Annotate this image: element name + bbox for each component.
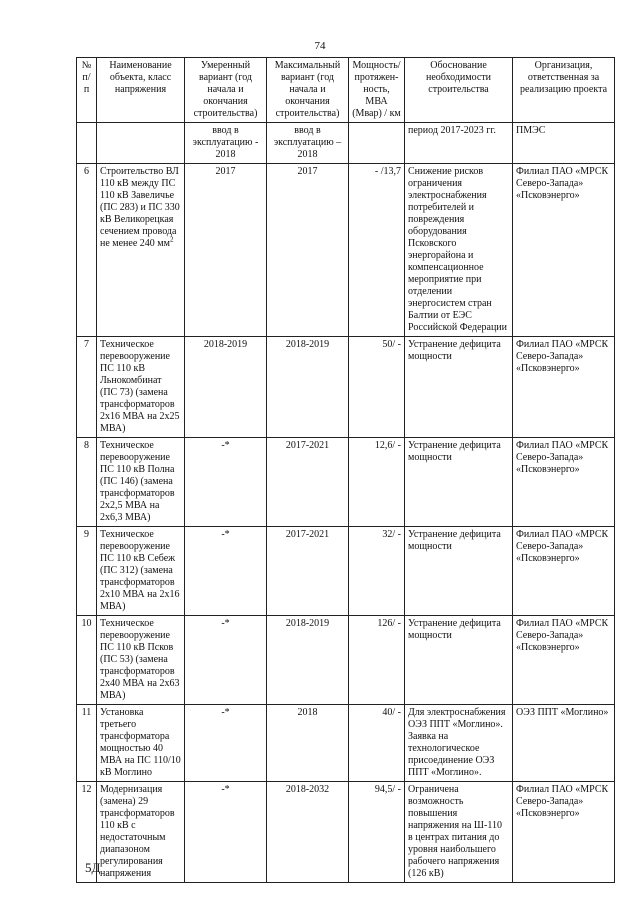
cell-name: [97, 616, 185, 705]
cell-justification: Устранение дефицита мощности: [405, 438, 513, 527]
cell-num: 6: [77, 164, 97, 337]
cell-moderate: 2017: [185, 164, 267, 337]
object-name-text: Модернизация (замена) 29 трансформаторов 110 кВ с недостаточным диапазоном регулирования напряжения: [100, 784, 175, 879]
cell-capacity: [349, 123, 405, 164]
cell-capacity: 50/ -: [349, 337, 405, 438]
cell-justification: Устранение дефицита мощности: [405, 527, 513, 616]
cell-maximal: ввод в эксплуатацию – 2018: [267, 123, 349, 164]
cell-name: [97, 782, 185, 883]
cell-moderate: -*: [185, 705, 267, 782]
cell-num: 7: [77, 337, 97, 438]
cell-org: ПМЭС: [513, 123, 615, 164]
cell-justification: Устранение дефицита мощности: [405, 337, 513, 438]
cell-capacity: 126/ -: [349, 616, 405, 705]
cell-name: [97, 527, 185, 616]
header-maximal: Максимальный вариант (год начала и окончания строительства): [267, 58, 349, 123]
footer-mark: 5Д: [85, 860, 101, 875]
table-row: [77, 164, 615, 337]
header-moderate: Умеренный вариант (год начала и окончания строительства): [185, 58, 267, 123]
cell-org: Филиал ПАО «МРСК Северо-Запада» «Псковэнерго»: [513, 164, 615, 337]
object-name-text: Строительство ВЛ 110 кВ между ПС 110 кВ Завеличье (ПС 283) и ПС 330 кВ Великорецкая сечением провода не менее 240 мм: [100, 166, 180, 249]
header-justification: Обоснование необходимости строительства: [405, 58, 513, 123]
header-num: № п/п: [77, 58, 97, 123]
cell-name: [97, 705, 185, 782]
object-name-text: Установка третьего трансформатора мощностью 40 МВА на ПС 110/10 кВ Моглино: [100, 707, 181, 778]
table-row: [77, 616, 615, 705]
cell-justification: Снижение рисков ограничения электроснабжения потребителей и повреждения оборудования Псковского энергорайона и компенсационное мероприятие при отделении энергосистем стран Балтии от ЕЭС Российской Федерации: [405, 164, 513, 337]
cell-num: 12: [77, 782, 97, 883]
cell-org: Филиал ПАО «МРСК Северо-Запада» «Псковэнерго»: [513, 438, 615, 527]
cell-num: 8: [77, 438, 97, 527]
cell-capacity: 40/ -: [349, 705, 405, 782]
cell-org: Филиал ПАО «МРСК Северо-Запада» «Псковэнерго»: [513, 337, 615, 438]
cell-justification: период 2017-2023 гг.: [405, 123, 513, 164]
cell-maximal: 2018-2019: [267, 616, 349, 705]
cell-num: 10: [77, 616, 97, 705]
cell-justification: Для электроснабжения ОЭЗ ППТ «Моглино». Заявка на технологическое присоединение ОЭЗ ППТ «Моглино».: [405, 705, 513, 782]
cell-justification: Ограничена возможность повышения напряжения на Ш-110 в центрах питания до уровня наибольшего рабочего напряжения (126 кВ): [405, 782, 513, 883]
cell-name: [97, 337, 185, 438]
cell-org: Филиал ПАО «МРСК Северо-Запада» «Псковэнерго»: [513, 527, 615, 616]
cell-num: 11: [77, 705, 97, 782]
table-row: [77, 782, 615, 883]
table-header-row: [77, 58, 615, 123]
cell-org: Филиал ПАО «МРСК Северо-Запада» «Псковэнерго»: [513, 782, 615, 883]
header-org: Организация, ответственная за реализацию проекта: [513, 58, 615, 123]
cell-org: ОЭЗ ППТ «Моглино»: [513, 705, 615, 782]
table-row: [77, 705, 615, 782]
object-name-text: Техническое перевооружение ПС 110 кВ Псков (ПС 53) (замена трансформаторов 2х40 МВА на 2х63 МВА): [100, 618, 180, 701]
cell-org: Филиал ПАО «МРСК Северо-Запада» «Псковэнерго»: [513, 616, 615, 705]
cell-name: [97, 438, 185, 527]
object-name-text: Техническое перевооружение ПС 110 кВ Полна (ПС 146) (замена трансформаторов 2х2,5 МВА на 2х6,3 МВА): [100, 440, 175, 523]
cell-moderate: -*: [185, 782, 267, 883]
cell-capacity: 94,5/ -: [349, 782, 405, 883]
cell-maximal: 2017-2021: [267, 527, 349, 616]
table-row: [77, 527, 615, 616]
header-capacity: Мощность/ протяжен-ность, МВА (Мвар) / км: [349, 58, 405, 123]
object-name-text: Техническое перевооружение ПС 110 кВ Себеж (ПС 312) (замена трансформаторов 2х10 МВА на 2х16 МВА): [100, 529, 180, 612]
cell-moderate: -*: [185, 438, 267, 527]
cell-maximal: 2017-2021: [267, 438, 349, 527]
cell-moderate: -*: [185, 616, 267, 705]
cell-maximal: 2018-2032: [267, 782, 349, 883]
cell-num: [77, 123, 97, 164]
cell-justification: Устранение дефицита мощности: [405, 616, 513, 705]
cell-capacity: - /13,7: [349, 164, 405, 337]
cell-maximal: 2017: [267, 164, 349, 337]
cell-moderate: -*: [185, 527, 267, 616]
cell-capacity: 32/ -: [349, 527, 405, 616]
header-name: Наименование объекта, класс напряжения: [97, 58, 185, 123]
unit-superscript: 2: [169, 235, 174, 244]
cell-num: 9: [77, 527, 97, 616]
cell-name: [97, 164, 185, 337]
cell-capacity: 12,6/ -: [349, 438, 405, 527]
table-row: [77, 337, 615, 438]
cell-moderate: ввод в эксплуатацию - 2018: [185, 123, 267, 164]
cell-moderate: 2018-2019: [185, 337, 267, 438]
table-row: [77, 438, 615, 527]
page-number: 74: [314, 40, 326, 52]
cell-maximal: 2018-2019: [267, 337, 349, 438]
object-name-text: Техническое перевооружение ПС 110 кВ Льнокомбинат (ПС 73) (замена трансформаторов 2х16 МВА на 2х25 МВА): [100, 339, 180, 434]
cell-maximal: 2018: [267, 705, 349, 782]
construction-projects-table: [76, 57, 615, 883]
cell-name: [97, 123, 185, 164]
continuation-row: [77, 123, 615, 164]
